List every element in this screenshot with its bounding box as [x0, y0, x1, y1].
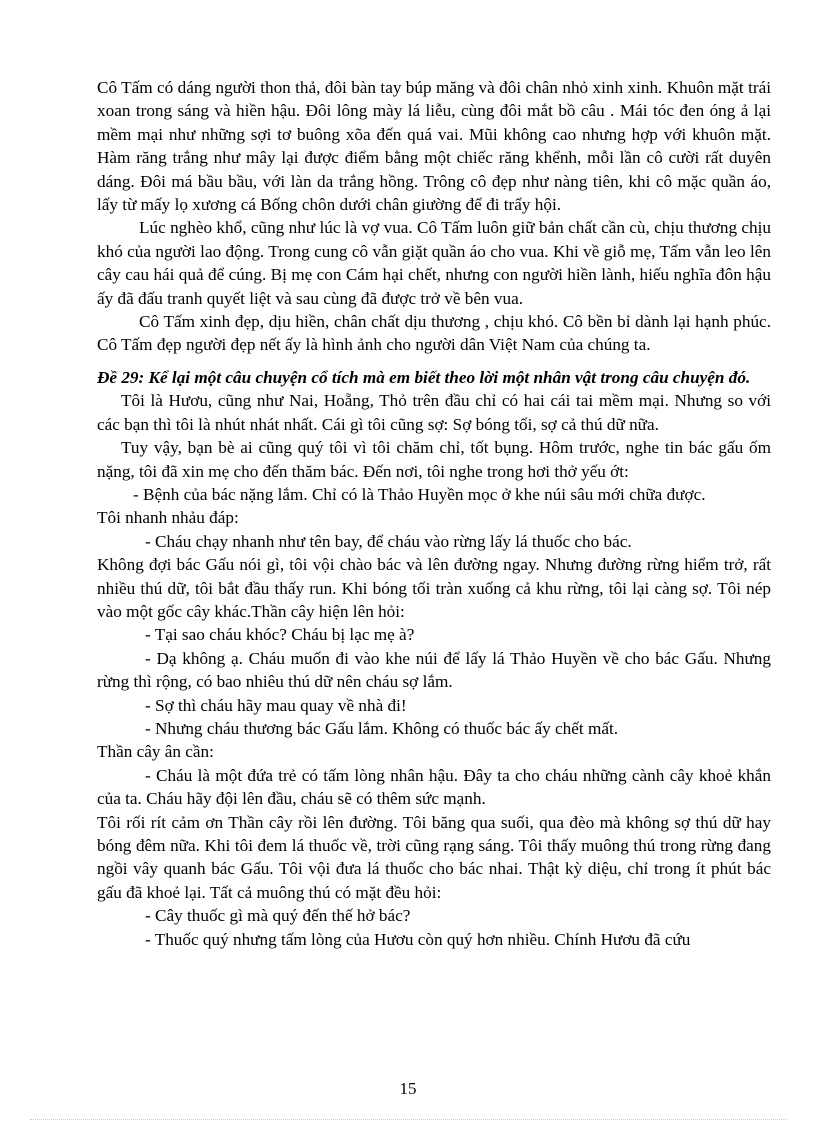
page-number: 15 [399, 1079, 417, 1098]
dialogue-line: - Cây thuốc gì mà quý đến thế hở bác? [145, 906, 411, 926]
story-paragraph: Tôi rối rít cảm ơn Thần cây rồi lên đường. Tôi băng qua suối, qua đèo mà không sợ thú dữ hay bóng đêm nữa. Khi tôi đem lá thuốc về, trời cũng rạng sáng. Tôi thấy muông thú trong rừng đang ngồi vây quanh bác Gấu. Tôi vội đưa lá thuốc cho bác nhai. Thật kỳ diệu, chỉ trong ít phút bác gấu đã khoẻ lại. Tất cả muông thú có mặt đều hỏi: [97, 812, 771, 902]
intro-paragraph-1: Cô Tấm có dáng người thon thả, đôi bàn tay búp măng và đôi chân nhỏ xinh xinh. Khuôn mặt trái xoan trong sáng và hiền hậu. Đôi lông mày lá liễu, cùng đôi mắt bồ câu . Mái tóc đen óng ả lại mềm mại như những sợi tơ buông xõa đến quá vai. Mũi không cao nhưng hợp với khuôn mặt. Hàm răng trắng như mây lại được điểm bằng một chiếc răng khểnh, mỗi lần cô cười rất duyên dáng. Đôi má bầu bầu, với làn da trắng hồng. Trông cô đẹp như nàng tiên, khi cô mặc quần áo, lấy từ mấy lọ xương cá Bống chôn dưới chân giường để đi trẩy hội. [97, 78, 771, 215]
story-paragraph: Tuy vậy, bạn bè ai cũng quý tôi vì tôi chăm chỉ, tốt bụng. Hôm trước, nghe tin bác gấu ốm nặng, tôi đã xin mẹ cho đến thăm bác. Đến nơi, tôi nghe trong hơi thở yếu ớt: [97, 438, 771, 481]
story-paragraph: Tôi là Hươu, cũng như Nai, Hoẵng, Thỏ trên đầu chỉ có hai cái tai mềm mại. Nhưng so với các bạn thì tôi là nhút nhát nhất. Cái gì tôi cũng sợ: Sợ bóng tối, sợ cả thú dữ nữa. [97, 391, 771, 434]
dialogue-line: - Cháu là một đứa trẻ có tấm lòng nhân hậu. Đây ta cho cháu những cành cây khoẻ khắn của ta. Cháu hãy đội lên đầu, cháu sẽ có thêm sức mạnh. [97, 765, 771, 809]
essay-heading: Đề 29: Kể lại một câu chuyện cổ tích mà em biết theo lời một nhân vật trong câu chuyện đó. [97, 367, 751, 387]
dialogue-line: - Nhưng cháu thương bác Gấu lắm. Không có thuốc bác ấy chết mất. [145, 718, 619, 738]
intro-paragraph-2: Lúc nghèo khổ, cũng như lúc là vợ vua. Cô Tấm luôn giữ bản chất cần cù, chịu thương chịu khó của người lao động. Trong cung cô vẫn giặt quần áo cho vua. Khi về giỗ mẹ, Tấm vẫn leo lên cây cau hái quả để cúng. Bị mẹ con Cám hại chết, nhưng con người hiền lành, hiếu nghĩa đôn hậu ấy đã đấu tranh quyết liệt và sau cùng đã được trở về bên vua. [97, 218, 771, 308]
dialogue-line: - Thuốc quý nhưng tấm lòng của Hươu còn quý hơn nhiều. Chính Hươu đã cứu [145, 929, 691, 949]
dialogue-line: - Bệnh của bác nặng lắm. Chỉ có là Thảo Huyền mọc ở khe núi sâu mới chữa được. [133, 484, 706, 504]
dialogue-line: - Sợ thì cháu hãy mau quay về nhà đi! [145, 695, 407, 715]
body-text [97, 76, 771, 951]
dialogue-line: - Cháu chạy nhanh như tên bay, để cháu vào rừng lấy lá thuốc cho bác. [145, 531, 632, 551]
story-paragraph: Không đợi bác Gấu nói gì, tôi vội chào bác và lên đường ngay. Nhưng đường rừng hiểm trở, rất nhiều thú dữ, tôi bắt đầu thấy run. Khi bóng tối tràn xuống cả khu rừng, tôi lại càng sợ. Tôi nép vào một gốc cây khác.Thần cây hiện lên hỏi: [97, 555, 771, 621]
intro-paragraph-3: Cô Tấm xinh đẹp, dịu hiền, chân chất dịu thương , chịu khó. Cô bền bỉ dành lại hạnh phúc. Cô Tấm đẹp người đẹp nết ấy là hình ảnh cho người dân Việt Nam của chúng ta. [97, 312, 771, 355]
dialogue-line: - Dạ không ạ. Cháu muốn đi vào khe núi để lấy lá Thảo Huyền về cho bác Gấu. Nhưng rừng thì rộng, có bao nhiêu thú dữ nên cháu sợ lắm. [97, 648, 771, 692]
story-paragraph: Thần cây ân cần: [97, 742, 214, 762]
dialogue-line: - Tại sao cháu khóc? Cháu bị lạc mẹ à? [145, 625, 415, 645]
story-paragraph: Tôi nhanh nhảu đáp: [97, 508, 239, 528]
footer-divider [30, 1119, 786, 1120]
